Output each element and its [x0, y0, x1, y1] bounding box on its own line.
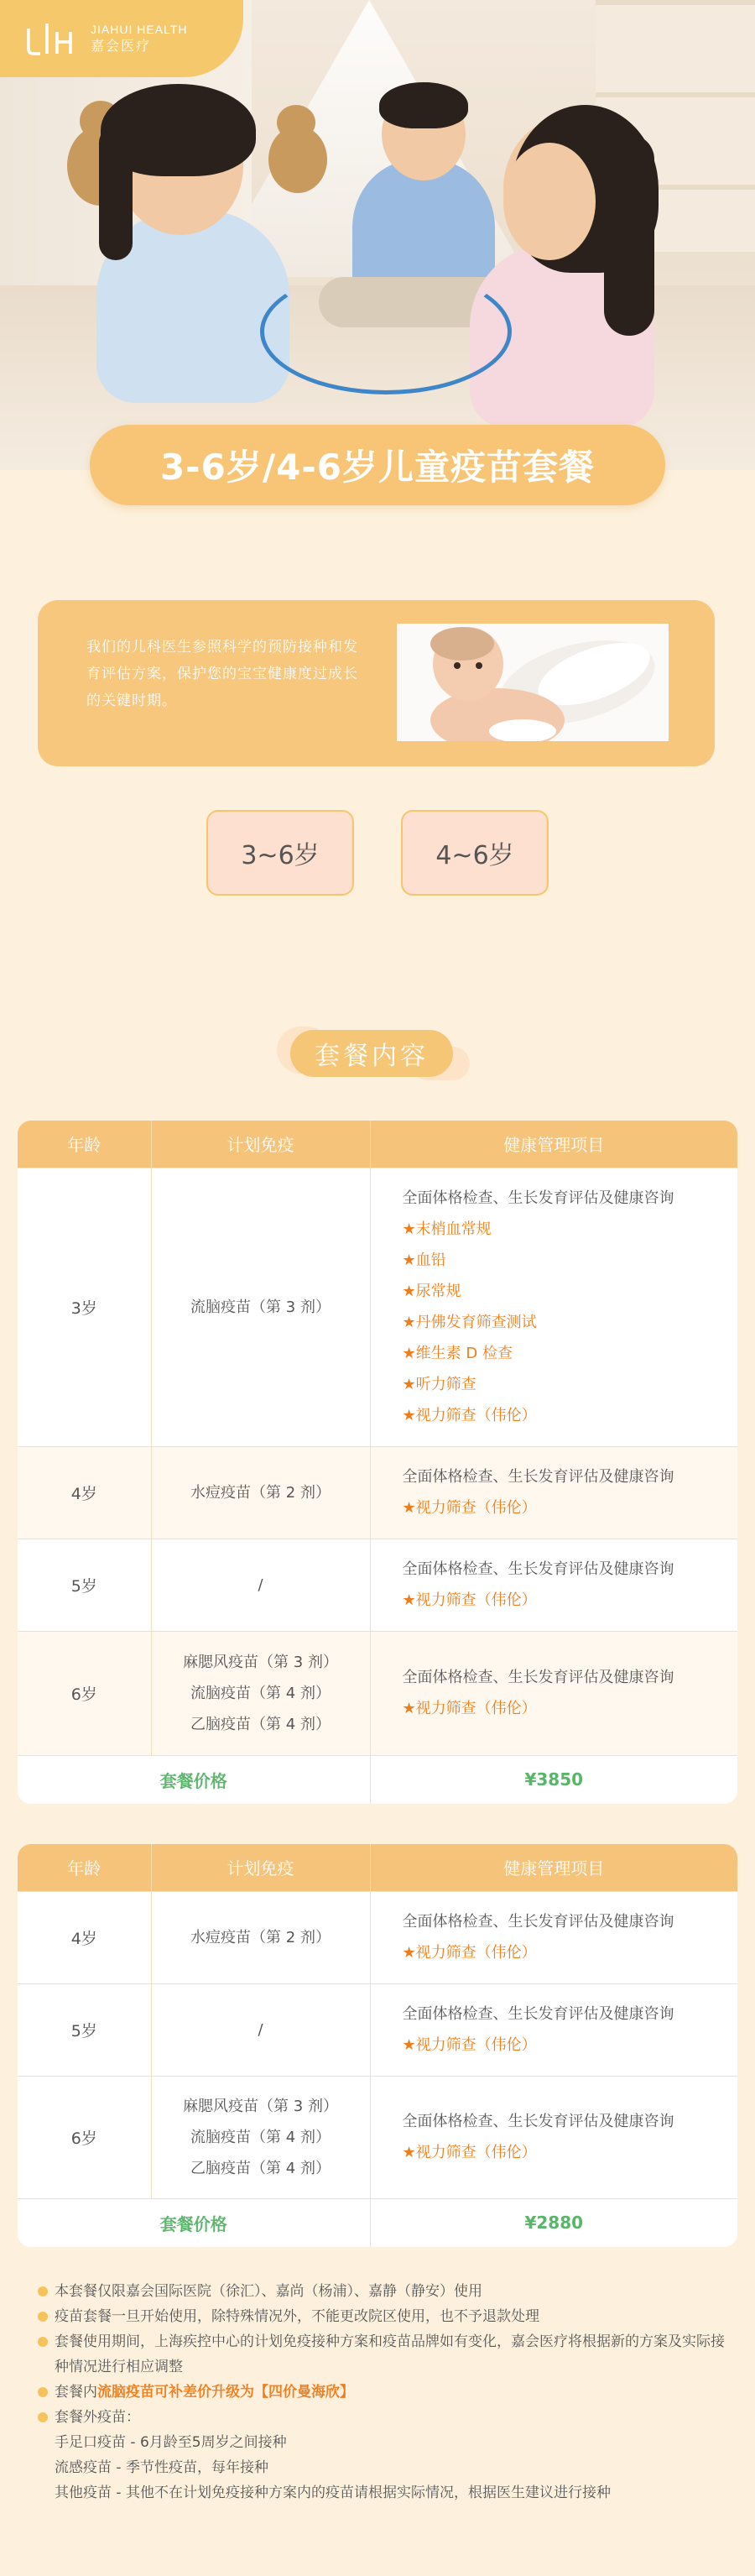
package-table-4-6 — [18, 1844, 737, 2247]
bullet-icon — [38, 2312, 48, 2322]
header-health: 健康管理项目 — [370, 1844, 737, 1891]
notes-list — [38, 2279, 726, 2505]
table-row: 5岁 / 全面体格检查、生长发育评估及健康咨询 ★视力筛查（伟伦） — [18, 1983, 737, 2076]
section-title-text: 套餐内容 — [290, 1030, 453, 1077]
bullet-icon — [38, 2337, 48, 2347]
bullet-icon — [38, 2412, 48, 2422]
header-health: 健康管理项目 — [370, 1121, 737, 1168]
list-item: 疫苗套餐一旦开始使用，除特殊情况外，不能更改院区使用，也不予退款处理 — [38, 2304, 726, 2329]
table-row: 6岁 麻腮风疫苗（第 3 剂） 流脑疫苗（第 4 剂） 乙脑疫苗（第 4 剂） 全面体格检查、生长发育评估及健康咨询 ★视力筛查（伟伦） — [18, 1631, 737, 1755]
price-value: ¥2880 — [370, 2198, 737, 2247]
price-row — [18, 1755, 737, 1804]
price-label: 套餐价格 — [18, 1755, 370, 1804]
header-vaccines: 计划免疫 — [151, 1844, 370, 1891]
list-item: 手足口疫苗 - 6月龄至5周岁之间接种 — [55, 2434, 287, 2451]
table-row: 3岁 流脑疫苗（第 3 剂） 全面体格检查、生长发育评估及健康咨询 ★末梢血常规 ★血铅 ★尿常规 ★丹佛发育筛查测试 ★维生素 D 检查 ★听力筛查 ★视力筛查（伟伦） — [18, 1168, 737, 1446]
list-item: 其他疫苗 - 其他不在计划免疫接种方案内的疫苗请根据实际情况，根据医生建议进行接种 — [55, 2485, 611, 2501]
age-button-4-6[interactable]: 4~6岁 — [401, 810, 549, 896]
header-age: 年龄 — [18, 1121, 151, 1168]
brand-name-en: JIAHUI HEALTH — [91, 23, 188, 36]
table-row: 6岁 麻腮风疫苗（第 3 剂） 流脑疫苗（第 4 剂） 乙脑疫苗（第 4 剂） 全面体格检查、生长发育评估及健康咨询 ★视力筛查（伟伦） — [18, 2076, 737, 2198]
price-value: ¥3850 — [370, 1755, 737, 1804]
list-item: 本套餐仅限嘉会国际医院（徐汇）、嘉尚（杨浦）、嘉静（静安）使用 — [38, 2279, 726, 2304]
price-label: 套餐价格 — [18, 2198, 370, 2247]
brand-logo[interactable] — [0, 0, 243, 77]
section-title — [277, 1022, 470, 1085]
bullet-icon — [38, 2286, 48, 2296]
upgrade-highlight: 流脑疫苗可补差价升级为【四价曼海欣】 — [97, 2384, 354, 2401]
table-row: 4岁 水痘疫苗（第 2 剂） 全面体格检查、生长发育评估及健康咨询 ★视力筛查（伟伦） — [18, 1891, 737, 1983]
age-button-3-6[interactable]: 3~6岁 — [206, 810, 354, 896]
bullet-icon — [38, 2387, 48, 2397]
baby-photo — [397, 624, 669, 741]
list-item: 套餐内流脑疫苗可补差价升级为【四价曼海欣】 — [38, 2380, 726, 2405]
package-table-3-6 — [18, 1121, 737, 1804]
table-row: 4岁 水痘疫苗（第 2 剂） 全面体格检查、生长发育评估及健康咨询 ★视力筛查（伟伦） — [18, 1446, 737, 1539]
header-age: 年龄 — [18, 1844, 151, 1891]
price-row — [18, 2198, 737, 2247]
page-title: 3-6岁/4-6岁儿童疫苗套餐 — [90, 425, 665, 505]
list-item: 套餐外疫苗： — [38, 2405, 726, 2430]
list-item: 套餐使用期间，上海疾控中心的计划免疫接种方案和疫苗品牌如有变化，嘉会医疗将根据新的方案及实际接种情况进行相应调整 — [38, 2329, 726, 2380]
logo-mark-icon — [25, 20, 79, 57]
intro-text: 我们的儿科医生参照科学的预防接种和发育评估方案，保护您的宝宝健康度过成长的关键时期。 — [86, 639, 358, 709]
intro-card — [38, 600, 715, 766]
brand-name-cn: 嘉会医疗 — [91, 38, 152, 54]
header-vaccines: 计划免疫 — [151, 1121, 370, 1168]
table-row: 5岁 / 全面体格检查、生长发育评估及健康咨询 ★视力筛查（伟伦） — [18, 1539, 737, 1631]
list-item: 流感疫苗 - 季节性疫苗，每年接种 — [55, 2459, 268, 2476]
